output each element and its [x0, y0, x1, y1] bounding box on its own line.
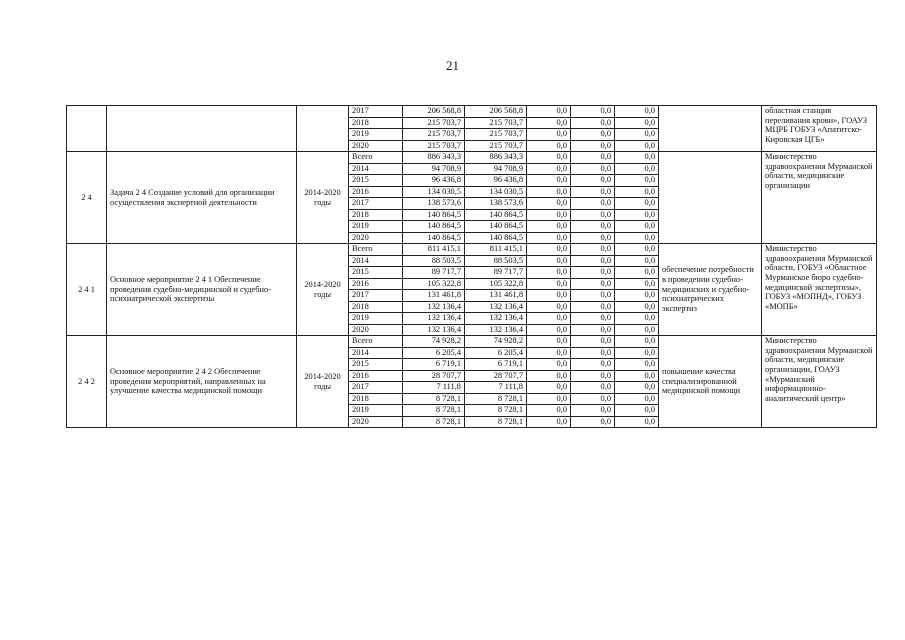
year-cell: 2019: [349, 221, 403, 233]
year-cell: 2015: [349, 359, 403, 371]
regional-budget-cell: 215 703,7: [465, 140, 527, 152]
value-cell: 0,0: [527, 152, 571, 164]
item-name-cell: Основное мероприятие 2 4 2 Обеспечение проведения мероприятий, направленных на улучшение качества медицинской помощи: [107, 336, 297, 428]
value-cell: 0,0: [615, 278, 659, 290]
regional-budget-cell: 6 719,1: [465, 359, 527, 371]
value-cell: 0,0: [615, 106, 659, 118]
value-cell: 0,0: [615, 290, 659, 302]
expected-result-cell: обеспечение потребности в проведении судебно-медицинских и судебно-психиатрических экспертиз: [659, 244, 762, 336]
value-cell: 0,0: [527, 416, 571, 428]
value-cell: 0,0: [615, 175, 659, 187]
regional-budget-cell: 134 030,5: [465, 186, 527, 198]
total-cell: 886 343,3: [403, 152, 465, 164]
value-cell: 0,0: [615, 313, 659, 325]
total-cell: 140 864,5: [403, 221, 465, 233]
value-cell: 0,0: [571, 186, 615, 198]
executor-cell: Министерство здравоохранения Мурманской области, медицинские организации, ГОАУЗ «Мурманский информационно-аналитический центр»: [762, 336, 877, 428]
year-cell: 2020: [349, 324, 403, 336]
value-cell: 0,0: [571, 370, 615, 382]
value-cell: 0,0: [527, 278, 571, 290]
year-cell: 2017: [349, 290, 403, 302]
value-cell: 0,0: [571, 393, 615, 405]
item-code-cell: 2 4 1: [67, 244, 107, 336]
regional-budget-cell: 8 728,1: [465, 405, 527, 417]
value-cell: 0,0: [615, 301, 659, 313]
value-cell: 0,0: [527, 347, 571, 359]
total-cell: 132 136,4: [403, 301, 465, 313]
regional-budget-cell: 140 864,5: [465, 209, 527, 221]
value-cell: 0,0: [527, 301, 571, 313]
regional-budget-cell: 8 728,1: [465, 393, 527, 405]
regional-budget-cell: 88 503,5: [465, 255, 527, 267]
regional-budget-cell: 7 111,8: [465, 382, 527, 394]
value-cell: 0,0: [571, 290, 615, 302]
value-cell: 0,0: [571, 382, 615, 394]
regional-budget-cell: 131 461,8: [465, 290, 527, 302]
value-cell: 0,0: [615, 267, 659, 279]
regional-budget-cell: 215 703,7: [465, 129, 527, 141]
year-cell: 2014: [349, 347, 403, 359]
value-cell: 0,0: [615, 324, 659, 336]
total-cell: 140 864,5: [403, 209, 465, 221]
value-cell: 0,0: [527, 232, 571, 244]
total-cell: 105 322,8: [403, 278, 465, 290]
total-cell: 28 707,7: [403, 370, 465, 382]
year-cell: 2018: [349, 117, 403, 129]
year-cell: 2016: [349, 278, 403, 290]
value-cell: 0,0: [615, 347, 659, 359]
value-cell: 0,0: [527, 198, 571, 210]
value-cell: 0,0: [615, 129, 659, 141]
expected-result-cell: [659, 152, 762, 244]
value-cell: 0,0: [527, 140, 571, 152]
value-cell: 0,0: [571, 244, 615, 256]
value-cell: 0,0: [571, 416, 615, 428]
total-cell: 96 436,8: [403, 175, 465, 187]
regional-budget-cell: 215 703,7: [465, 117, 527, 129]
table-row: [67, 244, 877, 256]
expected-result-cell: [659, 106, 762, 152]
item-code-cell: [67, 106, 107, 152]
value-cell: 0,0: [615, 255, 659, 267]
total-cell: 132 136,4: [403, 324, 465, 336]
value-cell: 0,0: [615, 393, 659, 405]
regional-budget-cell: 132 136,4: [465, 324, 527, 336]
value-cell: 0,0: [527, 129, 571, 141]
total-cell: 215 703,7: [403, 117, 465, 129]
value-cell: 0,0: [527, 163, 571, 175]
value-cell: 0,0: [615, 359, 659, 371]
expected-result-cell: повышение качества специализированной медицинской помощи: [659, 336, 762, 428]
regional-budget-cell: 8 728,1: [465, 416, 527, 428]
value-cell: 0,0: [571, 336, 615, 348]
year-cell: 2014: [349, 163, 403, 175]
value-cell: 0,0: [527, 336, 571, 348]
item-code-cell: 2 4 2: [67, 336, 107, 428]
value-cell: 0,0: [615, 336, 659, 348]
value-cell: 0,0: [615, 416, 659, 428]
value-cell: 0,0: [527, 209, 571, 221]
table-row: [67, 152, 877, 164]
value-cell: 0,0: [527, 382, 571, 394]
total-cell: 811 415,1: [403, 244, 465, 256]
year-cell: 2018: [349, 301, 403, 313]
regional-budget-cell: 140 864,5: [465, 221, 527, 233]
year-cell: 2016: [349, 186, 403, 198]
total-cell: 8 728,1: [403, 416, 465, 428]
regional-budget-cell: 94 708,9: [465, 163, 527, 175]
value-cell: 0,0: [615, 140, 659, 152]
year-cell: 2018: [349, 209, 403, 221]
value-cell: 0,0: [615, 405, 659, 417]
total-cell: 6 719,1: [403, 359, 465, 371]
year-cell: 2016: [349, 370, 403, 382]
year-cell: 2015: [349, 175, 403, 187]
value-cell: 0,0: [571, 313, 615, 325]
value-cell: 0,0: [615, 152, 659, 164]
value-cell: 0,0: [527, 324, 571, 336]
value-cell: 0,0: [571, 405, 615, 417]
total-cell: 7 111,8: [403, 382, 465, 394]
regional-budget-cell: 206 568,8: [465, 106, 527, 118]
value-cell: 0,0: [615, 232, 659, 244]
value-cell: 0,0: [527, 313, 571, 325]
year-cell: 2017: [349, 382, 403, 394]
value-cell: 0,0: [527, 186, 571, 198]
value-cell: 0,0: [571, 324, 615, 336]
program-table: [66, 105, 877, 428]
value-cell: 0,0: [571, 232, 615, 244]
table-row: [67, 336, 877, 348]
total-cell: 138 573,6: [403, 198, 465, 210]
total-cell: 88 503,5: [403, 255, 465, 267]
value-cell: 0,0: [527, 106, 571, 118]
regional-budget-cell: 96 436,8: [465, 175, 527, 187]
period-cell: 2014-2020 годы: [297, 152, 349, 244]
regional-budget-cell: 74 928,2: [465, 336, 527, 348]
year-cell: Всего: [349, 244, 403, 256]
value-cell: 0,0: [527, 393, 571, 405]
period-cell: 2014-2020 годы: [297, 244, 349, 336]
executor-cell: Министерство здравоохранения Мурманской области, медицинские организации: [762, 152, 877, 244]
value-cell: 0,0: [527, 267, 571, 279]
value-cell: 0,0: [527, 255, 571, 267]
total-cell: 215 703,7: [403, 129, 465, 141]
total-cell: 89 717,7: [403, 267, 465, 279]
regional-budget-cell: 138 573,6: [465, 198, 527, 210]
value-cell: 0,0: [615, 198, 659, 210]
year-cell: 2015: [349, 267, 403, 279]
year-cell: 2020: [349, 232, 403, 244]
value-cell: 0,0: [571, 163, 615, 175]
value-cell: 0,0: [615, 244, 659, 256]
item-name-cell: [107, 106, 297, 152]
value-cell: 0,0: [615, 209, 659, 221]
total-cell: 94 708,9: [403, 163, 465, 175]
value-cell: 0,0: [527, 244, 571, 256]
value-cell: 0,0: [571, 117, 615, 129]
year-cell: 2017: [349, 106, 403, 118]
year-cell: 2018: [349, 393, 403, 405]
year-cell: 2020: [349, 140, 403, 152]
total-cell: 6 205,4: [403, 347, 465, 359]
value-cell: 0,0: [615, 117, 659, 129]
value-cell: 0,0: [571, 347, 615, 359]
value-cell: 0,0: [615, 186, 659, 198]
value-cell: 0,0: [571, 359, 615, 371]
total-cell: 206 568,8: [403, 106, 465, 118]
value-cell: 0,0: [571, 301, 615, 313]
page-number: 21: [446, 58, 459, 73]
value-cell: 0,0: [571, 209, 615, 221]
regional-budget-cell: 132 136,4: [465, 301, 527, 313]
period-cell: [297, 106, 349, 152]
value-cell: 0,0: [571, 152, 615, 164]
value-cell: 0,0: [615, 221, 659, 233]
value-cell: 0,0: [527, 370, 571, 382]
item-code-cell: 2 4: [67, 152, 107, 244]
year-cell: 2014: [349, 255, 403, 267]
value-cell: 0,0: [571, 140, 615, 152]
value-cell: 0,0: [571, 175, 615, 187]
executor-cell: областная станция переливания крови», ГОАУЗ МЦРБ ГОБУЗ «Апатитско-Кировская ЦГБ»: [762, 106, 877, 152]
total-cell: 131 461,8: [403, 290, 465, 302]
year-cell: 2019: [349, 129, 403, 141]
total-cell: 132 136,4: [403, 313, 465, 325]
value-cell: 0,0: [527, 290, 571, 302]
year-cell: 2020: [349, 416, 403, 428]
total-cell: 215 703,7: [403, 140, 465, 152]
value-cell: 0,0: [527, 221, 571, 233]
value-cell: 0,0: [571, 255, 615, 267]
regional-budget-cell: 28 707,7: [465, 370, 527, 382]
regional-budget-cell: 886 343,3: [465, 152, 527, 164]
regional-budget-cell: 6 205,4: [465, 347, 527, 359]
total-cell: 140 864,5: [403, 232, 465, 244]
year-cell: 2019: [349, 313, 403, 325]
value-cell: 0,0: [571, 221, 615, 233]
value-cell: 0,0: [571, 106, 615, 118]
value-cell: 0,0: [527, 117, 571, 129]
value-cell: 0,0: [527, 175, 571, 187]
value-cell: 0,0: [527, 359, 571, 371]
regional-budget-cell: 811 415,1: [465, 244, 527, 256]
value-cell: 0,0: [571, 129, 615, 141]
value-cell: 0,0: [571, 278, 615, 290]
total-cell: 8 728,1: [403, 393, 465, 405]
total-cell: 74 928,2: [403, 336, 465, 348]
total-cell: 8 728,1: [403, 405, 465, 417]
value-cell: 0,0: [571, 267, 615, 279]
year-cell: 2019: [349, 405, 403, 417]
item-name-cell: Задача 2 4 Создание условий для организации осуществления экспертной деятельности: [107, 152, 297, 244]
year-cell: Всего: [349, 152, 403, 164]
executor-cell: Министерство здравоохранения Мурманской области, ГОБУЗ «Областное Мурманское бюро судебно-медицинской экспертизы», ГОБУЗ «МОПНД», ГОБУЗ «МОПБ»: [762, 244, 877, 336]
value-cell: 0,0: [615, 370, 659, 382]
year-cell: Всего: [349, 336, 403, 348]
value-cell: 0,0: [527, 405, 571, 417]
total-cell: 134 030,5: [403, 186, 465, 198]
year-cell: 2017: [349, 198, 403, 210]
value-cell: 0,0: [571, 198, 615, 210]
regional-budget-cell: 132 136,4: [465, 313, 527, 325]
regional-budget-cell: 140 864,5: [465, 232, 527, 244]
item-name-cell: Основное мероприятие 2 4 1 Обеспечение проведения судебно-медицинской и судебно-психиатрической экспертизы: [107, 244, 297, 336]
period-cell: 2014-2020 годы: [297, 336, 349, 428]
regional-budget-cell: 105 322,8: [465, 278, 527, 290]
table-row: [67, 106, 877, 118]
value-cell: 0,0: [615, 163, 659, 175]
value-cell: 0,0: [615, 382, 659, 394]
regional-budget-cell: 89 717,7: [465, 267, 527, 279]
